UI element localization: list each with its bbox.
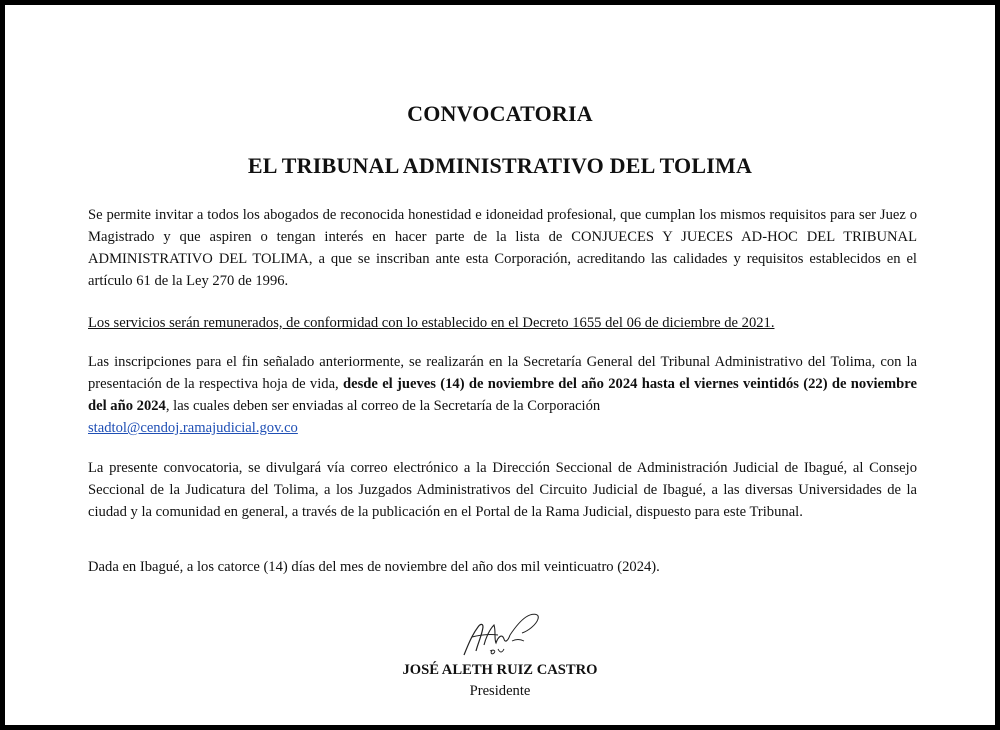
signatory-role: Presidente bbox=[469, 683, 531, 699]
paragraph-date: Dada en Ibagué, a los catorce (14) días del mes de noviembre del año dos mil veinticuatro (2024). bbox=[88, 559, 660, 575]
paragraph-dissemination: La presente convocatoria, se divulgará vía correo electrónico a la Dirección Seccional de Administración Judicial de Ibagué, al Consejo Seccional de la Judicatura del Tolima, a los Juzgados Administrativos del Circuito Judicial de Ibagué, a las diversas Universidades de la ciudad y la comunidad en general, a través de la publicación en el Portal de la Rama Judicial, dispuesto para este Tribunal. bbox=[88, 460, 917, 520]
document-subtitle: EL TRIBUNAL ADMINISTRATIVO DEL TOLIMA bbox=[247, 153, 753, 178]
registration-dates: desde el jueves (14) de noviembre del año 2024 hasta el viernes veintidós (22) de noviembre del año 2024 bbox=[88, 376, 917, 414]
handwritten-signature bbox=[450, 605, 550, 663]
paragraph-registration bbox=[88, 351, 917, 439]
paragraph-invitation: Se permite invitar a todos los abogados de reconocida honestidad e idoneidad profesional, que cumplan los mismos requisitos para ser Juez o Magistrado y que aspiren o tengan interés en hacer parte de la lista de CONJUECES Y JUECES AD-HOC DEL TRIBUNAL ADMINISTRATIVO DEL TOLIMA, a que se inscriban ante esta Corporación, acreditando las calidades y requisitos establecidos en el artículo 61 de la Ley 270 de 1996. bbox=[88, 207, 917, 289]
email-link[interactable]: stadtol@cendoj.ramajudicial.gov.co bbox=[88, 420, 298, 436]
document-title: CONVOCATORIA bbox=[407, 101, 593, 126]
registration-text-end: , las cuales deben ser enviadas al correo de la Secretaría de la Corporación bbox=[165, 398, 601, 414]
paragraph-remuneration: Los servicios serán remunerados, de conformidad con lo establecido en el Decreto 1655 del 06 de diciembre de 2021. bbox=[88, 315, 775, 331]
signatory-name: JOSÉ ALETH RUIZ CASTRO bbox=[402, 662, 598, 678]
registration-text-start: Las inscripciones para el fin señalado anteriormente, se realizarán en la Secretaría General del Tribunal Administrativo del Tolima, con la presentación de la respectiva hoja de vida, bbox=[88, 354, 917, 392]
